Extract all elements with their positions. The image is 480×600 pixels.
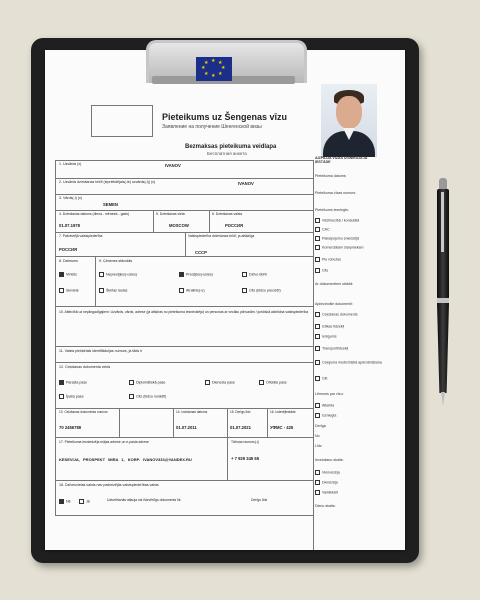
field-7-value: РОССИЯ xyxy=(59,247,78,252)
sidebar-header: AIZPILDA VĪZAS IZSNIEDZĒJA IESTĀDE xyxy=(315,156,368,165)
eu-flag-icon: ★ ★ ★ ★ ★ ★ ★ ★ xyxy=(196,57,232,81)
field-17-phone-label: Tālruņa numurs(-i) xyxy=(231,440,259,444)
field-8-male: Vīrietis xyxy=(59,272,77,277)
applicant-photo xyxy=(321,84,377,157)
field-7-label: 7. Pašreizējā valstspiederība xyxy=(59,234,103,238)
sidebar-item: Citi: xyxy=(315,376,328,381)
row-line-1 xyxy=(55,160,313,161)
sidebar-item: Iztikas līdzekļi xyxy=(315,324,344,329)
field-1-label: 1. Uzvārds (x) xyxy=(59,162,82,166)
sidebar-item: Derīga xyxy=(315,424,326,428)
form-title: Pieteikums uz Šengenas vīzu xyxy=(162,112,288,122)
field-7b-value: СССР xyxy=(195,250,207,255)
sidebar-item: Ielūgums xyxy=(315,334,337,339)
sidebar-item: No xyxy=(315,434,320,438)
field-13-value: 70 2456789 xyxy=(59,425,82,430)
field-8-female: Sieviete xyxy=(59,288,79,293)
sidebar-item: Cits xyxy=(315,268,328,273)
field-17-phone-value: + 7 929 345 65 xyxy=(231,456,260,461)
sidebar-item: Ceļojuma medicīniskā apdrošināšana xyxy=(315,360,382,365)
field-13-label: 13. Ceļošanas dokumenta numurs xyxy=(59,410,108,414)
field-9-divorced: Dzīvo šķirti xyxy=(242,272,267,277)
sidebar-item: Vairākkārt xyxy=(315,490,338,495)
field-18-permit: Uzturēšanās atļauja vai līdzvērtīgs dokuments Nr. xyxy=(107,498,182,502)
pen-clip xyxy=(441,192,444,252)
field-9-single: Neprecējies(-usies) xyxy=(99,272,137,277)
col-line-b xyxy=(153,210,154,232)
sidebar-item: Ieceļošanu skaits: xyxy=(315,458,344,462)
field-9-separated: Šķirtas laulas xyxy=(99,288,127,293)
col-line-f xyxy=(119,408,120,437)
field-17-label: 17. Pieteikuma iesniedzēja mājas adrese un e-pasta adrese xyxy=(59,440,149,444)
row-line-13 xyxy=(55,515,313,516)
col-line-j xyxy=(227,437,228,480)
col-line-h xyxy=(227,408,228,437)
sidebar-item: Ceļošanas dokuments xyxy=(315,312,358,317)
row-line-6 xyxy=(55,256,313,257)
field-4-label: 4. Dzimšanas datums (diena - mēnesis - gads) xyxy=(59,212,130,216)
field-16-value: УФМС - 425 xyxy=(270,425,294,430)
row-line-4 xyxy=(55,210,313,211)
field-9-married: Precējies(-usies) xyxy=(179,272,213,277)
pen-tip xyxy=(441,392,445,406)
field-16-label: 16. Izdevējiestāde xyxy=(270,410,296,414)
field-12-label: 12. Ceļošanas dokumenta veids xyxy=(59,365,111,369)
sidebar-item: Ar dokumentiem strādā: xyxy=(315,282,354,286)
field-6-value: РОССИЯ xyxy=(225,223,244,228)
field-12-official: Oficiāla pase xyxy=(259,380,287,385)
field-7b-label: Valstspiederība dzimšanas brīdī, ja atšķirīga xyxy=(188,234,255,238)
sidebar-item: Komerciālam starpniekam xyxy=(315,245,364,250)
field-9-label: 9. Ģimenes stāvoklis xyxy=(99,259,133,263)
visa-application-form xyxy=(45,50,405,550)
sidebar-item: Pieteikuma vīzas numurs: xyxy=(315,191,357,195)
field-12-diplomatic: Diplomātiskā pase xyxy=(129,380,165,385)
field-5-value: MOSCOW xyxy=(169,223,189,228)
col-line-g xyxy=(173,408,174,437)
form-title-ru: Заявление на получение Шенгенской визы xyxy=(162,124,262,130)
field-2-value: IVANOV xyxy=(238,181,254,186)
sidebar-item: CAC xyxy=(315,227,330,232)
col-line-i xyxy=(267,408,268,437)
sidebar-item: Izsniegta xyxy=(315,413,336,418)
row-line-9 xyxy=(55,362,313,363)
field-9-widowed: Atraitnis(-e) xyxy=(179,288,205,293)
field-12-service: Dienesta pase xyxy=(205,380,235,385)
col-line-c xyxy=(209,210,210,232)
row-line-7 xyxy=(55,306,313,307)
field-18-yes: Jā xyxy=(79,499,90,504)
field-4-value: 01.07.1978 xyxy=(59,223,80,228)
form-subtitle: Bezmaksas pieteikuma veidlapa xyxy=(185,144,277,150)
row-line-2 xyxy=(55,178,313,179)
field-15-label: 15. Derīgs līdz xyxy=(230,410,251,414)
sidebar-item: Transportlīdzekļi xyxy=(315,346,348,351)
field-8-label: 8. Dzimums xyxy=(59,259,78,263)
field-5-label: 5. Dzimšanas vieta xyxy=(156,212,185,216)
col-line-d xyxy=(185,232,186,256)
field-14-label: 14. Izdošanas datums xyxy=(176,410,208,414)
row-line-10 xyxy=(55,408,313,409)
sidebar-item: Atteikta xyxy=(315,403,334,408)
sidebar-item: Līdz xyxy=(315,444,322,448)
pen-ring xyxy=(437,298,449,303)
field-12-other: Cits (lūdzu norādīt) xyxy=(129,394,166,399)
row-line-5 xyxy=(55,232,313,233)
row-line-3 xyxy=(55,194,313,195)
field-12-special: Īpaša pase xyxy=(59,394,84,399)
sidebar-item: Divreizēja xyxy=(315,480,338,485)
sidebar-item: Pieteikuma datums: xyxy=(315,174,347,178)
sidebar-item: Pie robežas xyxy=(315,257,341,262)
field-12-ordinary: Parasta pase xyxy=(59,380,87,385)
field-18-label: 18. Dzīvesvietas valsts nav pašreizējās valstspiederības valsts xyxy=(59,483,159,487)
sidebar-item: Vēstniecībā / konsulātā xyxy=(315,218,359,223)
field-3-label: 3. Vārds(-i) (x) xyxy=(59,196,82,200)
row-line-11 xyxy=(55,437,313,438)
field-18-valid: Derīgs līdz xyxy=(251,498,268,502)
field-18-no: Nē xyxy=(59,499,71,504)
field-2-label: 2. Uzvārds dzimšanas brīdī (iepriekšējais(-ie) uzvārds(-i)) (x) xyxy=(59,180,156,184)
col-line-e xyxy=(95,256,96,306)
row-line-12 xyxy=(55,480,313,481)
sidebar-item: Pakalpojumu sniedzējā xyxy=(315,236,359,241)
field-1-value: IVANOV xyxy=(165,163,181,168)
sidebar-item: Vienreizēja xyxy=(315,470,340,475)
field-10-label: 10. Attiecībā uz nepilngadīgajiem: Uzvārds, vārds, adrese (ja atšķiras no pieteikuma iesniedzēja) un personas ar vecāku pilnvarām / juridiskā aizbildņa valstspiederība xyxy=(59,310,309,314)
pen-barrel-bottom xyxy=(437,303,449,393)
col-line-a xyxy=(55,160,56,515)
sidebar-item: Apliecinošie dokumenti: xyxy=(315,302,353,306)
row-line-8 xyxy=(55,346,313,347)
sidebar-item: Pieteikums iesniegts: xyxy=(315,208,349,212)
field-14-value: 01.07.2011 xyxy=(176,425,197,430)
field-9-other: Cits (lūdzu precizēt) xyxy=(242,288,281,293)
sidebar-item: Lēmums par vīzu: xyxy=(315,392,344,396)
form-corner-box xyxy=(91,105,153,137)
sidebar-item: Dienu skaits: xyxy=(315,504,336,508)
field-11-label: 11. Valsts piešķirtais identifikācijas numurs, ja tāds ir xyxy=(59,349,143,353)
field-3-value: SEMEN xyxy=(103,202,118,207)
pen xyxy=(436,178,450,406)
form-subtitle-ru: Бесплатная анкета xyxy=(207,151,247,156)
field-6-label: 6. Dzimšanas valsts xyxy=(212,212,243,216)
field-17-value: KESEVIJA, PROSPEKT MIRA 1, KORP. IVANOV333@YANDEX.RU xyxy=(59,457,192,462)
photo-face xyxy=(336,96,362,129)
field-15-value: 01.07.2021 xyxy=(230,425,251,430)
